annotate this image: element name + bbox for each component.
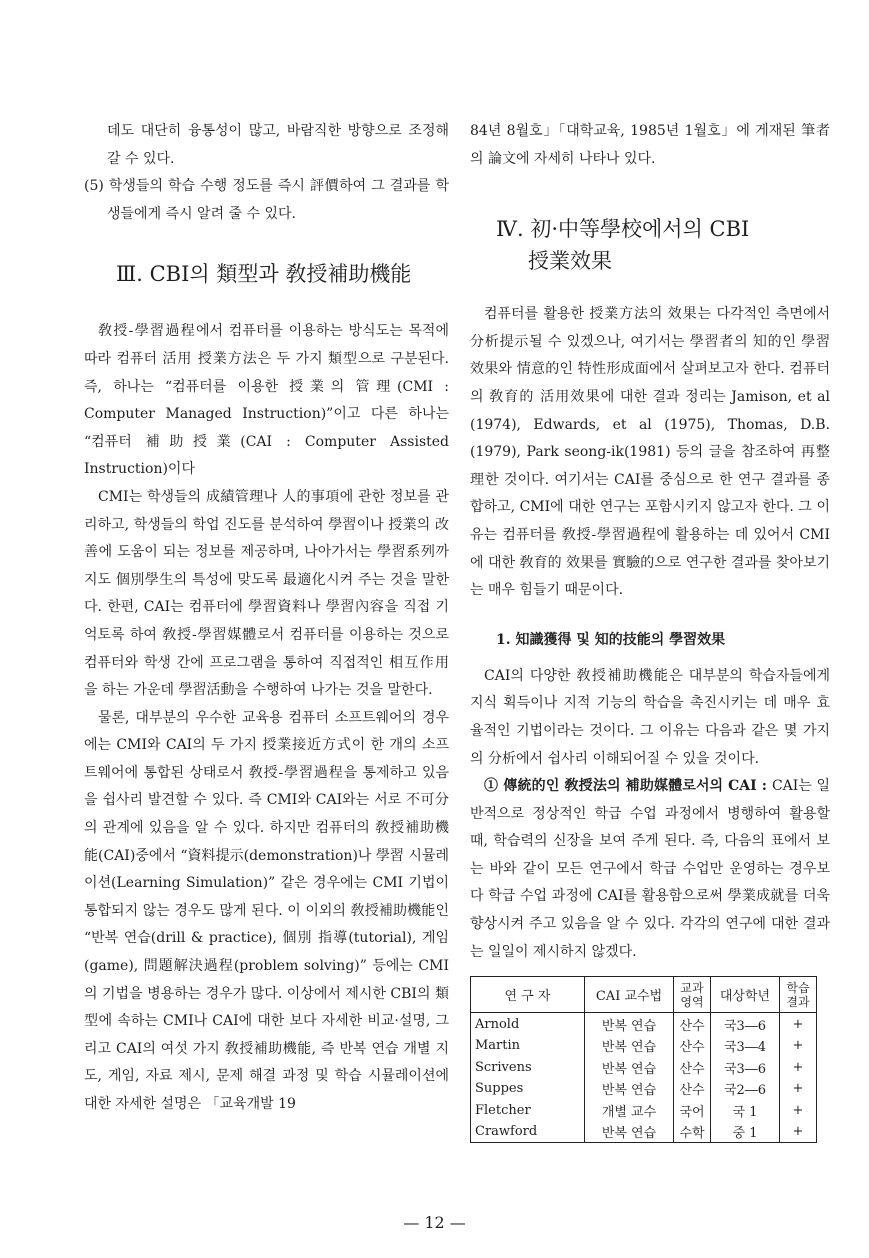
results-table <box>470 976 817 1143</box>
paragraph <box>470 773 830 966</box>
paragraph-lead: ① 傳統的인 敎授法의 補助媒體로서의 CAI : <box>484 778 772 795</box>
paragraph-body: CAI는 일반적으로 정상적인 학급 수업 과정에서 병행하여 활용할 때, 학습력의 신장을 보여 주게 된다. 즉, 다음의 표에서 보는 바와 같이 모든 연구에서 학급 수업만 운영하는 경우보다 학급 수업 과정에 CAI를 활용함으로써 學業成就를 더욱 향상시켜 주고 있음을 알 수 있다. 각각의 연구에 대한 결과는 일일이 제시하지 않겠다. <box>470 778 830 960</box>
cell: 국3―4 <box>711 1035 780 1057</box>
table-row <box>471 1078 817 1100</box>
cell: + <box>780 1035 817 1057</box>
cell: 반복 연습 <box>585 1121 674 1143</box>
continuation-text: 84년 8월호」「대학교육, 1985년 1월호」에 게재된 筆者의 論文에 자세히 나타나 있다. <box>470 123 830 167</box>
table-row <box>471 1056 817 1078</box>
cell: + <box>780 1056 817 1078</box>
cell: Crawford <box>475 1124 538 1139</box>
cell: 국어 <box>674 1099 711 1121</box>
paragraph: CAI의 다양한 敎授補助機能은 대부분의 학습자들에게 지식 획득이나 지적 기능의 학습을 촉진시키는 데 매우 효율적인 기법이라는 것이다. 그 이유는 다음과 같은 몇 가지의 分析에서 쉽사리 이해되어질 수 있을 것이다. <box>470 667 830 767</box>
cell: Suppes <box>475 1081 524 1096</box>
paragraph: 컴퓨터를 활용한 授業方法의 效果는 다각적인 측면에서 分析提示될 수 있겠으나, 여기서는 學習者의 知的인 學習效果와 情意的인 特性形成面에서 살펴보고자 한다. 컴퓨터의 敎育的 活用效果에 대한 결과 정리는 Jamison, et al (1974), Edwards, et al (1975), Thomas, D.B. (1979), Park seong-ik(1981) 등의 글을 참조하여 再整理한 것이다. 여기서는 CAI를 중심으로 한 연구 결과를 종합하고, CMI에 대한 연구는 포함시키지 않고자 한다. 그 이유는 컴퓨터를 敎授-學習過程에 활용하는 데 있어서 CMI에 대한 敎育的 效果를 實驗的으로 연구한 결과를 찾아보기는 매우 힘들기 때문이다. <box>470 306 830 599</box>
cell: 반복 연습 <box>585 1013 674 1035</box>
cell: + <box>780 1078 817 1100</box>
cell: 개별 교수 <box>585 1099 674 1121</box>
cell: 국3―6 <box>711 1013 780 1035</box>
table-row <box>471 1013 817 1035</box>
cell: 수학 <box>674 1121 711 1143</box>
paragraph: 敎授-學習過程에서 컴퓨터를 이용하는 방식도는 목적에 따라 컴퓨터 活用 授業方法은 두 가지 類型으로 구분된다. 즉, 하나는 “컴퓨터를 이용한 授業의 管理(CMI : Computer Managed Instruction)”이고 다른 하나는 “컴퓨터 補助授業(CAI : Computer Assisted Instruction)이다 <box>84 323 449 478</box>
cell: Arnold <box>475 1016 520 1032</box>
right-column <box>470 118 830 1143</box>
section-4-title-line2: 授業效果 <box>528 249 612 274</box>
table-row <box>471 1099 817 1121</box>
cell: 산수 <box>674 1035 711 1057</box>
results-table-wrap <box>470 976 830 1143</box>
cell: 국 1 <box>711 1099 780 1121</box>
paragraph: 물론, 대부분의 우수한 교육용 컴퓨터 소프트웨어의 경우에는 CMI와 CAI의 두 가지 授業接近方式이 한 개의 소프트웨어에 통합된 상태로서 敎授-學習過程을 통제하고 있음을 쉽사리 발견할 수 있다. 즉 CMI와 CAI와는 서로 不可分의 관계에 있음을 알 수 있다. 하지만 컴퓨터의 敎授補助機能(CAI)중에서 “資料提示(demonstration)나 學習 시뮬레이션(Learning Simulation)” 같은 경우에는 CMI 기법이 통합되지 않는 경우도 많게 된다. 이 이외의 敎授補助機能인 “반복 연습(drill & practice), 個別 指導(tutorial), 게임(game), 問題解決過程(problem solving)” 등에는 CMI의 기법을 병용하는 경우가 많다. 이상에서 제시한 CBI의 類型에 속하는 CMI나 CAI에 대한 보다 자세한 비교·설명, 그리고 CAI의 여섯 가지 敎授補助機能, 즉 반복 연습 개별 지도, 게임, 자료 제시, 문제 해결 과정 및 학습 시뮬레이션에 대한 자세한 설명은 「교육개발 19 <box>84 709 449 1112</box>
cell: + <box>780 1121 817 1143</box>
section-4-title-line1: Ⅳ. 初·中等學校에서의 CBI <box>496 217 750 242</box>
table-header-row <box>471 977 817 1013</box>
header-method: CAI 교수법 <box>585 977 674 1013</box>
list-item-5: (5) 학생들의 학습 수행 정도를 즉시 評價하여 그 결과를 학생들에게 즉시 알려 줄 수 있다. <box>84 178 449 222</box>
header-grade: 대상학년 <box>711 977 780 1013</box>
paragraph: CMI는 학생들의 成績管理나 人的事項에 관한 정보를 관리하고, 학생들의 학업 진도를 분석하여 學習이나 授業의 改善에 도움이 되는 정보를 제공하며, 나아가서는 學習系列까지도 個別學生의 특성에 맞도록 最適化시켜 주는 것을 말한다. 한편, CAI는 컴퓨터에 學習資料나 學習內容을 직접 기억토록 하여 敎授-學習媒體로서 컴퓨터를 이용하는 것으로 컴퓨터와 학생 간에 프로그램을 통하여 직접적인 相互作用을 하는 가운데 學習活動을 수행하여 나가는 것을 말한다. <box>84 488 449 699</box>
cell: + <box>780 1013 817 1035</box>
cell: Scrivens <box>475 1059 532 1075</box>
left-column <box>84 118 449 1119</box>
section-4-heading <box>496 213 830 277</box>
cell: 국2―6 <box>711 1078 780 1100</box>
section-3-title: Ⅲ. CBI의 類型과 敎授補助機能 <box>116 262 412 287</box>
subsection-1-title: 1. 知識獲得 및 知的技能의 學習效果 <box>496 631 726 648</box>
cell: 산수 <box>674 1056 711 1078</box>
header-result: 학습결과 <box>780 977 817 1013</box>
table-row <box>471 1035 817 1057</box>
cell: Fletcher <box>475 1102 531 1118</box>
cell: 국3―6 <box>711 1056 780 1078</box>
table-row <box>471 1121 817 1143</box>
page-number: — 12 — <box>403 1213 466 1232</box>
cell: 반복 연습 <box>585 1035 674 1057</box>
cell: 반복 연습 <box>585 1056 674 1078</box>
cell: + <box>780 1099 817 1121</box>
cell: 반복 연습 <box>585 1078 674 1100</box>
header-researcher: 연 구 자 <box>471 977 585 1013</box>
cell: 산수 <box>674 1013 711 1035</box>
header-subject: 교과영역 <box>674 977 711 1013</box>
cell: 중 1 <box>711 1121 780 1143</box>
continuation-text: 데도 대단히 융통성이 많고, 바람직한 방향으로 조정해 갈 수 있다. <box>107 123 449 167</box>
cell: Martin <box>475 1038 521 1053</box>
cell: 산수 <box>674 1078 711 1100</box>
